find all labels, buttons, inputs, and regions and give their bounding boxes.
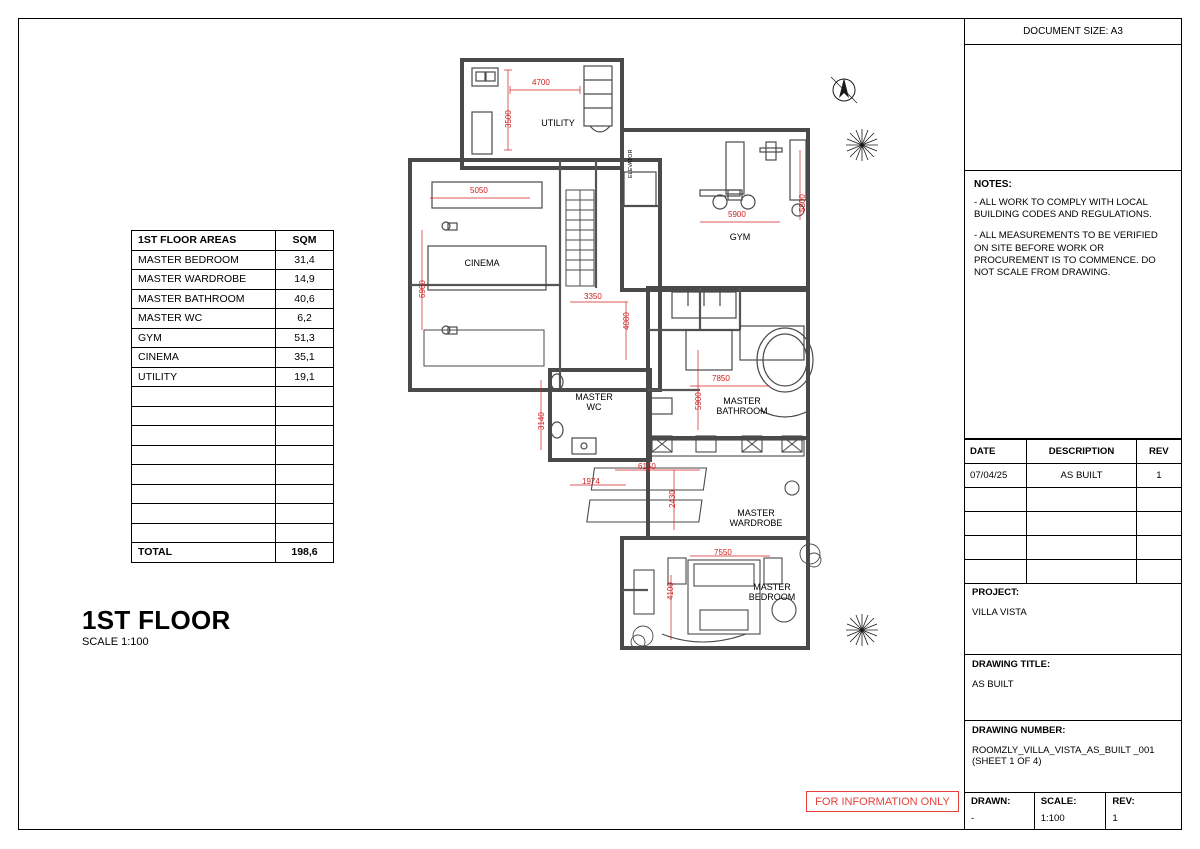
empty-cell (276, 426, 334, 446)
empty-cell (965, 536, 1027, 560)
scale-value: 1:100 (1040, 813, 1065, 824)
room-label-master-wardrobe: MASTER WARDROBE (729, 508, 783, 529)
dimension-4700: 4700 (532, 78, 550, 87)
total-value: 198,6 (276, 543, 334, 563)
room-label-elevator: ELEVATOR (628, 149, 634, 178)
table-row-empty (132, 504, 334, 524)
drawn-value: - (971, 813, 975, 824)
area-name: GYM (132, 328, 276, 348)
area-name: MASTER BEDROOM (132, 250, 276, 270)
empty-cell (965, 488, 1027, 512)
floor-scale-label: SCALE 1:100 (82, 636, 149, 648)
document-size: DOCUMENT SIZE: A3 (965, 19, 1181, 45)
table-row (132, 250, 334, 270)
area-name: MASTER WC (132, 309, 276, 329)
drawing-number-block (965, 721, 1181, 793)
drawing-title-label: DRAWING TITLE: (972, 659, 1051, 670)
empty-cell (132, 406, 276, 426)
dimension-3140: 3140 (537, 412, 546, 430)
area-sqm: 19,1 (276, 367, 334, 387)
floor-plan-svg (400, 30, 940, 670)
room-label-master-wc: MASTER WC (575, 392, 613, 413)
title-block-footer (965, 793, 1181, 829)
empty-cell (276, 504, 334, 524)
drawing-number-value: ROOMZLY_VILLA_VISTA_AS_BUILT _001 (SHEET 1 OF 4) (972, 745, 1155, 767)
table-row-empty (132, 523, 334, 543)
dimension-4100: 4100 (666, 582, 675, 600)
revision-date: 07/04/25 (965, 464, 1027, 488)
room-label-cinema: CINEMA (464, 258, 500, 268)
dimension-7550: 7550 (714, 548, 732, 557)
area-name: UTILITY (132, 367, 276, 387)
empty-cell (276, 406, 334, 426)
rev-label: REV: (1112, 796, 1135, 807)
revision-row-empty (965, 488, 1181, 512)
room-label-master-bedroom: MASTER BEDROOM (748, 582, 796, 603)
table-row-empty (132, 387, 334, 407)
empty-cell (965, 512, 1027, 536)
table-row-empty (132, 445, 334, 465)
dimension-1974: 1974 (582, 477, 600, 486)
dimension-5900-gym: 5900 (728, 210, 746, 219)
logo-area (965, 45, 1181, 171)
table-row-empty (132, 426, 334, 446)
dimension-6150: 6150 (638, 462, 656, 471)
empty-cell (132, 445, 276, 465)
area-name: MASTER WARDROBE (132, 270, 276, 290)
empty-cell (132, 426, 276, 446)
table-row-empty (132, 484, 334, 504)
revision-header-row (965, 440, 1181, 464)
revision-table (965, 439, 1181, 584)
table-row (132, 289, 334, 309)
areas-header-sqm: SQM (276, 231, 334, 251)
note-item: - ALL MEASUREMENTS TO BE VERIFIED ON SITE BEFORE WORK OR PROCUREMENT IS TO COMMENCE. DO NOT SCALE FROM DRAWING. (974, 230, 1158, 279)
empty-cell (1027, 512, 1136, 536)
empty-cell (1027, 560, 1136, 584)
dimension-4080: 4080 (622, 312, 631, 330)
empty-cell (1136, 536, 1181, 560)
empty-cell (1136, 560, 1181, 584)
drawing-title-value: AS BUILT (972, 679, 1014, 690)
area-name: MASTER BATHROOM (132, 289, 276, 309)
revision-number: 1 (1136, 464, 1181, 488)
table-row (132, 270, 334, 290)
rev-value: 1 (1112, 813, 1118, 824)
table-header-row (132, 231, 334, 251)
dimension-3500: 3500 (504, 110, 513, 128)
status-badge-for-information-only: FOR INFORMATION ONLY (806, 791, 959, 812)
drawing-number-label: DRAWING NUMBER: (972, 725, 1066, 736)
dimension-5050: 5050 (470, 186, 488, 195)
table-row-empty (132, 465, 334, 485)
empty-cell (132, 484, 276, 504)
project-label: PROJECT: (972, 587, 1019, 598)
notes-title: NOTES: (974, 179, 1012, 190)
rev-cell (1106, 793, 1181, 829)
dimension-6960: 6960 (418, 280, 427, 298)
area-sqm: 6,2 (276, 309, 334, 329)
empty-cell (132, 465, 276, 485)
room-label-master-bathroom: MASTER BATHROOM (716, 396, 768, 417)
project-value: VILLA VISTA (972, 607, 1027, 618)
title-block (964, 19, 1181, 829)
notes-block (965, 171, 1181, 439)
room-label-utility: UTILITY (541, 118, 575, 128)
empty-cell (132, 387, 276, 407)
dimension-5900-bath: 5900 (694, 392, 703, 410)
empty-cell (276, 523, 334, 543)
area-sqm: 35,1 (276, 348, 334, 368)
empty-cell (965, 560, 1027, 584)
area-sqm: 14,9 (276, 270, 334, 290)
scale-label: SCALE: (1040, 796, 1077, 807)
dimension-5500: 5500 (798, 194, 807, 212)
table-row (132, 309, 334, 329)
north-arrow-icon (831, 77, 857, 103)
drawn-cell (965, 793, 1035, 829)
floor-plan-drawing (400, 30, 940, 670)
table-row (132, 348, 334, 368)
empty-cell (1027, 488, 1136, 512)
empty-cell (276, 465, 334, 485)
empty-cell (276, 445, 334, 465)
revision-row-empty (965, 536, 1181, 560)
areas-header-name: 1ST FLOOR AREAS (132, 231, 276, 251)
area-name: CINEMA (132, 348, 276, 368)
revision-row (965, 464, 1181, 488)
empty-cell (1136, 488, 1181, 512)
revision-header-description: DESCRIPTION (1027, 440, 1136, 464)
empty-cell (276, 484, 334, 504)
total-label: TOTAL (132, 543, 276, 563)
revision-row-empty (965, 560, 1181, 584)
dimension-2430: 2430 (668, 490, 677, 508)
area-sqm: 51,3 (276, 328, 334, 348)
page-title: 1ST FLOOR (82, 605, 231, 635)
room-label-gym: GYM (729, 232, 751, 242)
revision-header-date: DATE (965, 440, 1027, 464)
note-item: - ALL WORK TO COMPLY WITH LOCAL BUILDING CODES AND REGULATIONS. (974, 196, 1152, 221)
empty-cell (1027, 536, 1136, 560)
revision-header-rev: REV (1136, 440, 1181, 464)
revision-description: AS BUILT (1027, 464, 1136, 488)
scale-cell (1035, 793, 1107, 829)
revision-row-empty (965, 512, 1181, 536)
area-sqm: 40,6 (276, 289, 334, 309)
table-row-empty (132, 406, 334, 426)
empty-cell (132, 523, 276, 543)
project-block (965, 583, 1181, 655)
empty-cell (276, 387, 334, 407)
drawn-label: DRAWN: (971, 796, 1011, 807)
areas-schedule-table (131, 230, 334, 563)
dimension-7850: 7850 (712, 374, 730, 383)
empty-cell (1136, 512, 1181, 536)
table-row-total (132, 543, 334, 563)
table-row (132, 367, 334, 387)
drawing-title-block (965, 655, 1181, 721)
area-sqm: 31,4 (276, 250, 334, 270)
empty-cell (132, 504, 276, 524)
table-row (132, 328, 334, 348)
dimension-3350: 3350 (584, 292, 602, 301)
